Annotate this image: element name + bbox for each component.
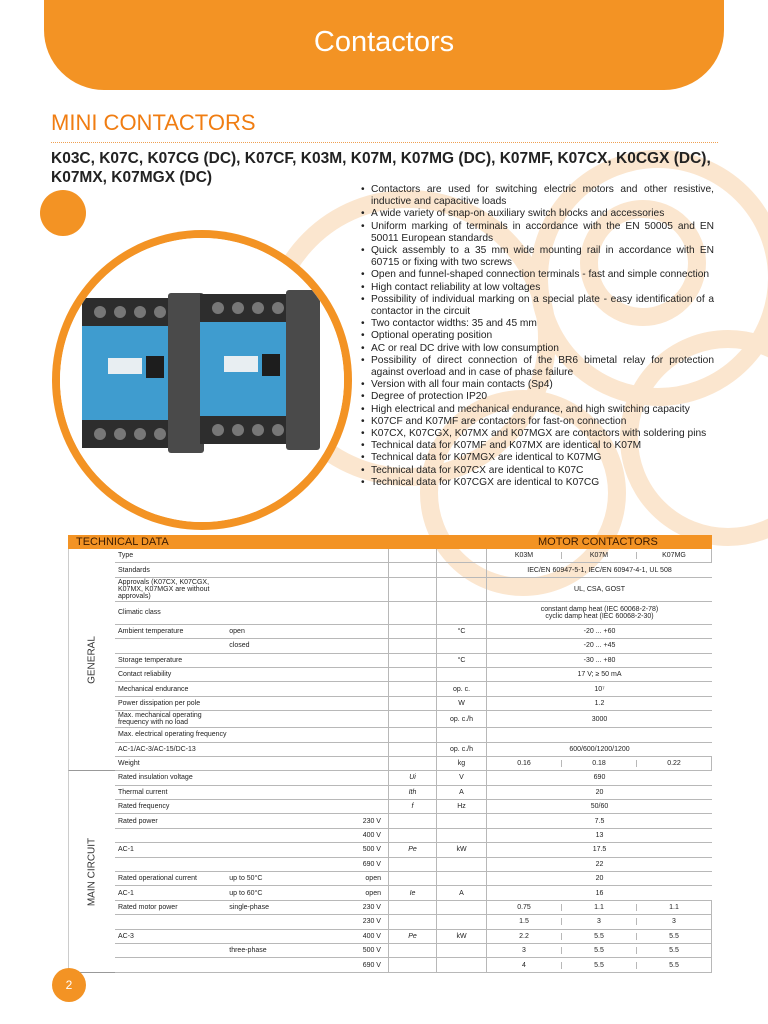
value-cell: -20 ... +60 xyxy=(583,627,616,635)
row-label xyxy=(115,958,389,971)
row-unit xyxy=(437,668,487,681)
row-unit xyxy=(437,602,487,624)
feature-item: • Possibility of direct connection of the BR6 bimetal relay for protection against overload and in case of phase failure xyxy=(358,355,714,379)
feature-item: • A wide variety of snap-on auxiliary switch blocks and accessories xyxy=(358,208,714,220)
value-cell: 4 xyxy=(487,962,562,969)
value-cell: 16 xyxy=(595,889,604,897)
row-symbol xyxy=(389,872,437,885)
feature-item: • Optional operating position xyxy=(358,330,714,342)
value-cell: 13 xyxy=(595,832,604,840)
row-symbol xyxy=(389,549,437,562)
row-sublabel xyxy=(229,918,320,925)
row-unit xyxy=(437,728,487,741)
table-row xyxy=(115,728,712,742)
row-condition xyxy=(320,746,385,753)
page-title: Contactors xyxy=(313,26,455,58)
table-row xyxy=(115,549,712,563)
value-cell: IEC/EN 60947-5-1, IEC/EN 60947-4-1, UL 508 xyxy=(527,566,672,574)
row-name: Power dissipation per pole xyxy=(118,699,201,707)
table-row xyxy=(115,800,712,814)
feature-item: • K07CX, K07CGX, K07MX and K07MGX are contactors with soldering pins xyxy=(358,428,714,440)
row-condition xyxy=(320,803,385,810)
feature-item: • Version with all four main contacts (Sp4) xyxy=(358,379,714,391)
feature-item: • Contactors are used for switching electric motors and other resistive, inductive and capacitive loads xyxy=(358,184,714,208)
row-condition xyxy=(320,731,385,738)
row-name xyxy=(118,642,229,649)
row-name: AC-1 xyxy=(118,889,134,897)
row-sublabel xyxy=(229,832,320,839)
section-title: MINI CONTACTORS xyxy=(51,110,256,135)
row-condition: 690 V xyxy=(362,961,381,969)
row-unit xyxy=(437,901,487,914)
value-cell: 5.5 xyxy=(562,933,637,940)
value-cell: 5.5 xyxy=(562,962,637,969)
row-symbol xyxy=(389,697,437,710)
row-symbol xyxy=(389,625,437,638)
row-symbol xyxy=(389,728,437,741)
row-unit xyxy=(437,814,487,827)
value-cell: 3000 xyxy=(591,715,608,723)
value-cell: 7.5 xyxy=(594,817,605,825)
row-condition xyxy=(320,712,385,726)
row-name: AC-3 xyxy=(118,932,134,940)
value-cell: 20 xyxy=(595,875,604,883)
row-condition: 500 V xyxy=(362,846,381,854)
feature-item: • Technical data for K07MF and K07MX are identical to K07M xyxy=(358,440,714,452)
feature-item: • Degree of protection IP20 xyxy=(358,391,714,403)
table-row xyxy=(115,814,712,828)
row-symbol xyxy=(389,829,437,842)
value-cell: 5.5 xyxy=(669,932,679,940)
row-sublabel xyxy=(229,746,320,753)
row-label xyxy=(115,578,389,601)
row-name xyxy=(118,947,229,954)
row-condition xyxy=(320,774,385,781)
row-values xyxy=(487,958,712,971)
section-divider xyxy=(51,142,718,143)
row-sublabel xyxy=(229,962,320,969)
row-label xyxy=(115,930,389,943)
value-cell: UL, CSA, GOST xyxy=(574,585,625,593)
contactor-right xyxy=(200,290,320,450)
table-row xyxy=(115,602,712,625)
table-row xyxy=(115,668,712,682)
row-name: Rated operational current xyxy=(118,875,197,883)
table-row xyxy=(115,872,712,886)
value-cell: 0.18 xyxy=(562,760,637,767)
row-sublabel xyxy=(229,803,320,810)
row-label xyxy=(115,711,389,727)
row-symbol xyxy=(389,654,437,667)
table-row xyxy=(115,578,712,602)
row-sublabel xyxy=(229,760,320,767)
value-cell: -30 ... +80 xyxy=(583,656,616,664)
row-symbol: Ith xyxy=(389,786,437,799)
row-values xyxy=(487,757,712,770)
value-cell: 17 V; ≥ 50 mA xyxy=(577,671,622,679)
row-name: Approvals (K07CX, K07CGX, K07MX, K07MGX are without approvals) xyxy=(118,578,210,600)
row-sublabel xyxy=(229,731,320,738)
row-sublabel xyxy=(229,657,320,664)
row-label xyxy=(115,728,389,741)
value-cell: 3 xyxy=(562,918,637,925)
row-sublabel xyxy=(229,552,320,559)
row-unit xyxy=(437,829,487,842)
row-name: AC-1 xyxy=(118,846,134,854)
row-condition: 230 V xyxy=(362,817,381,825)
row-symbol: Pe xyxy=(389,930,437,943)
row-sublabel xyxy=(229,609,320,616)
row-unit: kg xyxy=(437,757,487,770)
row-sublabel xyxy=(229,818,320,825)
feature-item: • High electrical and mechanical endurance, and high switching capacity xyxy=(358,404,714,416)
row-sublabel: up to 60°C xyxy=(229,889,263,897)
row-condition: open xyxy=(365,875,381,883)
row-label xyxy=(115,654,389,667)
product-photo xyxy=(60,238,344,522)
row-condition: open xyxy=(365,889,381,897)
feature-item: • Technical data for K07MGX are identical to K07MG xyxy=(358,452,714,464)
value-cell: 3 xyxy=(487,947,562,954)
row-sublabel xyxy=(229,567,320,574)
row-condition xyxy=(320,628,385,635)
row-condition xyxy=(320,789,385,796)
row-label xyxy=(115,814,389,827)
row-sublabel: open xyxy=(229,627,245,635)
row-symbol xyxy=(389,602,437,624)
row-condition xyxy=(320,642,385,649)
row-sublabel xyxy=(229,846,320,853)
table-row xyxy=(115,829,712,843)
row-symbol xyxy=(389,578,437,601)
row-label xyxy=(115,858,389,871)
row-label xyxy=(115,771,389,784)
row-unit: Hz xyxy=(437,800,487,813)
value-cell: 1.5 xyxy=(487,918,562,925)
row-symbol xyxy=(389,563,437,576)
row-unit: V xyxy=(437,771,487,784)
row-condition xyxy=(320,552,385,559)
table-row xyxy=(115,771,712,785)
value-cell: 10⁷ xyxy=(594,685,605,693)
row-label xyxy=(115,829,389,842)
row-condition: 400 V xyxy=(362,932,381,940)
row-unit xyxy=(437,549,487,562)
row-unit: kW xyxy=(437,930,487,943)
row-symbol xyxy=(389,668,437,681)
table-row xyxy=(115,944,712,958)
table-rows-main xyxy=(115,771,712,972)
row-values xyxy=(487,930,712,943)
value-cell: 22 xyxy=(595,860,604,868)
feature-item: • Possibility of individual marking on a special plate - easy identification of a contactor in the circuit xyxy=(358,294,714,318)
row-values xyxy=(487,549,712,562)
row-unit xyxy=(437,578,487,601)
feature-item: • Quick assembly to a 35 mm wide mounting rail in accordance with EN 60715 or fixing with two screws xyxy=(358,245,714,269)
row-unit: W xyxy=(437,697,487,710)
row-label xyxy=(115,872,389,885)
row-name: Rated power xyxy=(118,817,158,825)
page-header xyxy=(44,0,724,90)
value-cell: K07MG xyxy=(662,552,686,560)
row-name: Storage temperature xyxy=(118,656,183,664)
row-sublabel xyxy=(229,774,320,781)
row-name: AC-1/AC-3/AC-15/DC-13 xyxy=(118,745,196,753)
row-sublabel xyxy=(229,579,320,600)
table-row xyxy=(115,886,712,900)
value-cell: constant damp heat (IEC 60068-2-78) cyclic damp heat (IEC 60068-2-30) xyxy=(540,605,659,620)
row-name xyxy=(118,861,229,868)
row-sublabel: three-phase xyxy=(229,947,267,955)
technical-data-table xyxy=(68,535,712,973)
row-unit: op. c./h xyxy=(437,743,487,756)
row-label xyxy=(115,757,389,770)
row-symbol xyxy=(389,743,437,756)
row-condition: 400 V xyxy=(362,832,381,840)
value-cell: 3 xyxy=(672,918,676,926)
row-symbol: f xyxy=(389,800,437,813)
table-section-main xyxy=(68,771,712,972)
value-cell: 1.1 xyxy=(669,904,679,911)
feature-item: • Open and funnel-shaped connection terminals - fast and simple connection xyxy=(358,269,714,281)
row-symbol: Ui xyxy=(389,771,437,784)
row-name: Contact reliability xyxy=(118,671,172,679)
row-condition xyxy=(320,567,385,574)
row-unit: kW xyxy=(437,843,487,856)
row-name: Type xyxy=(118,552,134,560)
value-cell: 17.5 xyxy=(592,846,607,854)
table-section-general xyxy=(68,549,712,771)
row-name xyxy=(118,962,229,969)
table-row xyxy=(115,958,712,972)
value-cell: 0.16 xyxy=(487,760,562,767)
table-row xyxy=(115,625,712,639)
model-list: K03C, K07C, K07CG (DC), K07CF, K03M, K07M, K07MG (DC), K07MF, K07CX, K0CGX (DC), K07MX, K07MGX (DC) xyxy=(51,150,711,186)
page-number: 2 xyxy=(52,968,86,1002)
row-condition xyxy=(320,579,385,600)
table-row xyxy=(115,901,712,915)
row-name: Rated frequency xyxy=(118,803,170,811)
row-condition: 500 V xyxy=(362,947,381,955)
row-label xyxy=(115,625,389,638)
value-cell: -20 ... +45 xyxy=(583,642,616,650)
row-label xyxy=(115,800,389,813)
value-cell: 2.2 xyxy=(487,933,562,940)
row-values xyxy=(487,944,712,957)
row-label xyxy=(115,563,389,576)
row-symbol: Ie xyxy=(389,886,437,899)
row-label xyxy=(115,915,389,928)
row-symbol xyxy=(389,757,437,770)
row-sublabel: single-phase xyxy=(229,904,269,911)
row-name: Standards xyxy=(118,566,150,574)
row-symbol xyxy=(389,682,437,695)
row-name: Max. electrical operating frequency xyxy=(118,731,227,739)
row-sublabel: up to 50°C xyxy=(229,875,263,883)
row-name: Rated motor power xyxy=(118,904,178,911)
row-label xyxy=(115,886,389,899)
row-values xyxy=(487,901,712,914)
table-row xyxy=(115,858,712,872)
row-symbol: Pe xyxy=(389,843,437,856)
value-cell: 20 xyxy=(595,788,604,796)
feature-item: • Uniform marking of terminals in accordance with the EN 50005 and EN 50011 European standards xyxy=(358,221,714,245)
row-sublabel xyxy=(229,700,320,707)
row-unit: op. c./h xyxy=(437,711,487,727)
feature-item: • High contact reliability at low voltages xyxy=(358,282,714,294)
feature-item: • Technical data for K07CGX are identical to K07CG xyxy=(358,477,714,489)
row-name: Ambient temperature xyxy=(118,627,184,635)
table-row xyxy=(115,757,712,771)
row-symbol xyxy=(389,958,437,971)
row-symbol xyxy=(389,639,437,652)
row-unit xyxy=(437,958,487,971)
row-symbol xyxy=(389,711,437,727)
row-unit xyxy=(437,639,487,652)
row-condition xyxy=(320,760,385,767)
row-sublabel xyxy=(229,861,320,868)
table-row xyxy=(115,743,712,757)
row-label xyxy=(115,743,389,756)
row-condition: 230 V xyxy=(362,918,381,926)
row-label xyxy=(115,668,389,681)
row-name: Rated insulation voltage xyxy=(118,774,193,782)
row-symbol xyxy=(389,944,437,957)
row-name xyxy=(118,832,229,839)
table-row xyxy=(115,930,712,944)
row-label xyxy=(115,944,389,957)
value-cell: K03M xyxy=(487,552,562,559)
value-cell: 1.2 xyxy=(594,699,605,707)
value-cell: 690 xyxy=(593,774,606,782)
row-label xyxy=(115,602,389,624)
feature-list xyxy=(358,184,714,489)
row-name: Mechanical endurance xyxy=(118,685,189,693)
table-rows-general xyxy=(115,549,712,771)
row-label xyxy=(115,639,389,652)
section-label-general: GENERAL xyxy=(68,549,115,771)
row-label xyxy=(115,549,389,562)
feature-item: • Two contactor widths: 35 and 45 mm xyxy=(358,318,714,330)
value-cell: 600/600/1200/1200 xyxy=(569,745,630,753)
row-sublabel: closed xyxy=(229,642,250,650)
row-condition: 690 V xyxy=(362,860,381,868)
row-sublabel xyxy=(229,686,320,693)
feature-item: • AC or real DC drive with low consumption xyxy=(358,343,714,355)
row-name: Climatic class xyxy=(118,609,161,617)
table-row xyxy=(115,682,712,696)
table-row xyxy=(115,563,712,577)
value-cell: 5.5 xyxy=(669,947,679,955)
row-label xyxy=(115,697,389,710)
feature-item: • Technical data for K07CX are identical to K07C xyxy=(358,465,714,477)
product-photo-frame xyxy=(52,230,352,530)
row-label xyxy=(115,901,389,914)
table-heading-left: TECHNICAL DATA xyxy=(76,536,169,548)
row-name: Weight xyxy=(118,760,140,768)
row-unit: °C xyxy=(437,654,487,667)
contactors-image xyxy=(60,238,344,522)
table-row xyxy=(115,654,712,668)
row-sublabel xyxy=(229,712,320,726)
row-unit xyxy=(437,563,487,576)
contactor-left xyxy=(82,293,204,453)
row-name xyxy=(118,918,229,925)
row-name: Thermal current xyxy=(118,788,168,796)
row-symbol xyxy=(389,901,437,914)
row-unit xyxy=(437,858,487,871)
row-symbol xyxy=(389,915,437,928)
section-label-main-circuit: MAIN CIRCUIT xyxy=(68,771,115,972)
row-label xyxy=(115,843,389,856)
row-unit: A xyxy=(437,886,487,899)
table-row xyxy=(115,843,712,857)
table-row xyxy=(115,786,712,800)
value-cell: 0.22 xyxy=(667,760,681,768)
row-unit xyxy=(437,944,487,957)
row-name: Max. mechanical operating frequency with no load xyxy=(118,712,202,727)
value-cell: 5.5 xyxy=(669,961,679,969)
row-label xyxy=(115,682,389,695)
row-unit: °C xyxy=(437,625,487,638)
value-cell: 5.5 xyxy=(562,947,637,954)
row-condition xyxy=(320,671,385,678)
row-condition xyxy=(320,609,385,616)
row-sublabel xyxy=(229,671,320,678)
table-heading-right: MOTOR CONTACTORS xyxy=(538,536,658,548)
row-unit: op. c. xyxy=(437,682,487,695)
table-heading xyxy=(68,535,712,549)
feature-item: • K07CF and K07MF are contactors for fast-on connection xyxy=(358,416,714,428)
value-cell: 1.1 xyxy=(562,904,637,911)
row-unit: A xyxy=(437,786,487,799)
row-condition xyxy=(320,657,385,664)
value-cell: 50/60 xyxy=(590,803,609,811)
table-row xyxy=(115,915,712,929)
value-cell xyxy=(487,728,712,741)
row-symbol xyxy=(389,814,437,827)
table-row xyxy=(115,639,712,653)
row-sublabel xyxy=(229,933,320,940)
row-condition xyxy=(320,700,385,707)
decorative-arc xyxy=(40,190,86,236)
value-cell: K07M xyxy=(562,552,637,559)
row-unit xyxy=(437,915,487,928)
row-label xyxy=(115,786,389,799)
row-condition xyxy=(320,686,385,693)
value-cell: 0.75 xyxy=(487,904,562,911)
row-symbol xyxy=(389,858,437,871)
row-sublabel xyxy=(229,789,320,796)
row-condition: 230 V xyxy=(362,904,381,911)
row-values xyxy=(487,915,712,928)
table-row xyxy=(115,697,712,711)
row-unit xyxy=(437,872,487,885)
table-row xyxy=(115,711,712,728)
